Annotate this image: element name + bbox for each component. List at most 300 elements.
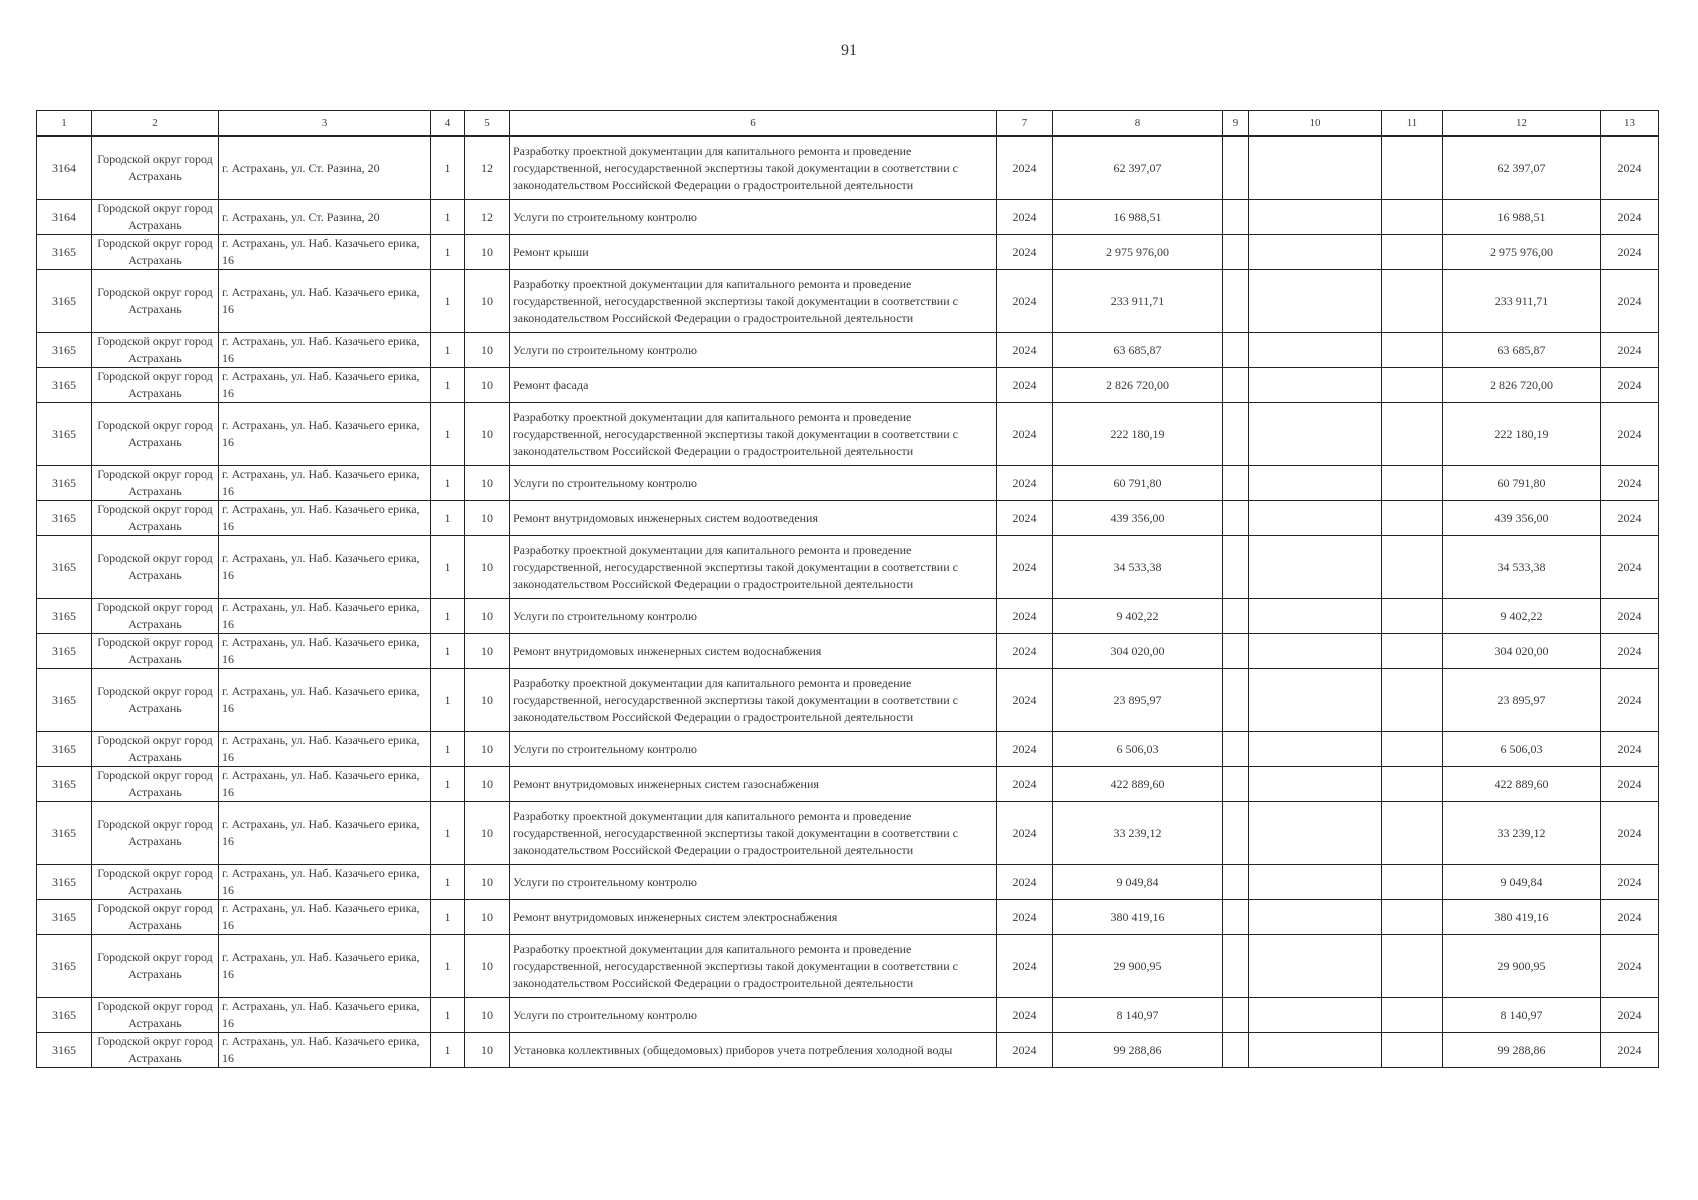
table-row [37, 536, 1659, 599]
completion-year-cell: 2024 [1601, 865, 1659, 900]
municipality-cell: Городской округ город Астрахань [92, 403, 219, 466]
object-id-cell: 3165 [37, 802, 92, 865]
col11-cell [1382, 669, 1443, 732]
object-id-cell: 3165 [37, 333, 92, 368]
col10-cell [1249, 802, 1382, 865]
table-row [37, 767, 1659, 802]
completion-year-cell: 2024 [1601, 200, 1659, 235]
column-number-3: 3 [219, 111, 431, 137]
work-type-cell: Разработку проектной документации для капитального ремонта и проведение государственной, негосударственной экспертизы такой документации в соответствии с законодательством Российской Федерации о градостроительной деятельности [510, 403, 997, 466]
col5-cell: 10 [465, 634, 510, 669]
address-cell: г. Астрахань, ул. Наб. Казачьего ерика, 16 [219, 998, 431, 1033]
work-type-cell: Ремонт фасада [510, 368, 997, 403]
col5-cell: 10 [465, 900, 510, 935]
municipality-cell: Городской округ город Астрахань [92, 599, 219, 634]
object-id-cell: 3165 [37, 501, 92, 536]
col5-cell: 10 [465, 501, 510, 536]
cost-total-cell: 380 419,16 [1443, 900, 1601, 935]
municipality-cell: Городской округ город Астрахань [92, 998, 219, 1033]
work-type-cell: Разработку проектной документации для капитального ремонта и проведение государственной, негосударственной экспертизы такой документации в соответствии с законодательством Российской Федерации о градостроительной деятельности [510, 669, 997, 732]
col11-cell [1382, 501, 1443, 536]
cost-cell: 2 826 720,00 [1053, 368, 1223, 403]
col5-cell: 10 [465, 669, 510, 732]
cost-cell: 9 402,22 [1053, 599, 1223, 634]
year-cell: 2024 [997, 634, 1053, 669]
completion-year-cell: 2024 [1601, 1033, 1659, 1068]
col11-cell [1382, 767, 1443, 802]
col10-cell [1249, 200, 1382, 235]
object-id-cell: 3165 [37, 403, 92, 466]
column-number-4: 4 [431, 111, 465, 137]
address-cell: г. Астрахань, ул. Ст. Разина, 20 [219, 136, 431, 200]
col9-cell [1223, 802, 1249, 865]
col11-cell [1382, 802, 1443, 865]
col4-cell: 1 [431, 865, 465, 900]
municipality-cell: Городской округ город Астрахань [92, 865, 219, 900]
cost-cell: 62 397,07 [1053, 136, 1223, 200]
col9-cell [1223, 333, 1249, 368]
object-id-cell: 3165 [37, 368, 92, 403]
cost-cell: 16 988,51 [1053, 200, 1223, 235]
object-id-cell: 3165 [37, 935, 92, 998]
cost-total-cell: 304 020,00 [1443, 634, 1601, 669]
col9-cell [1223, 900, 1249, 935]
completion-year-cell: 2024 [1601, 270, 1659, 333]
table-row [37, 935, 1659, 998]
cost-total-cell: 33 239,12 [1443, 802, 1601, 865]
year-cell: 2024 [997, 935, 1053, 998]
table-row [37, 1033, 1659, 1068]
cost-cell: 6 506,03 [1053, 732, 1223, 767]
work-type-cell: Ремонт крыши [510, 235, 997, 270]
col11-cell [1382, 333, 1443, 368]
completion-year-cell: 2024 [1601, 536, 1659, 599]
work-type-cell: Разработку проектной документации для капитального ремонта и проведение государственной, негосударственной экспертизы такой документации в соответствии с законодательством Российской Федерации о градостроительной деятельности [510, 802, 997, 865]
col10-cell [1249, 235, 1382, 270]
col10-cell [1249, 536, 1382, 599]
cost-total-cell: 439 356,00 [1443, 501, 1601, 536]
col9-cell [1223, 235, 1249, 270]
completion-year-cell: 2024 [1601, 333, 1659, 368]
work-type-cell: Ремонт внутридомовых инженерных систем газоснабжения [510, 767, 997, 802]
address-cell: г. Астрахань, ул. Наб. Казачьего ерика, 16 [219, 536, 431, 599]
cost-total-cell: 6 506,03 [1443, 732, 1601, 767]
col11-cell [1382, 732, 1443, 767]
column-number-9: 9 [1223, 111, 1249, 137]
municipality-cell: Городской округ город Астрахань [92, 235, 219, 270]
municipality-cell: Городской округ город Астрахань [92, 802, 219, 865]
col11-cell [1382, 200, 1443, 235]
col10-cell [1249, 368, 1382, 403]
completion-year-cell: 2024 [1601, 732, 1659, 767]
table-row [37, 900, 1659, 935]
address-cell: г. Астрахань, ул. Наб. Казачьего ерика, 16 [219, 333, 431, 368]
cost-cell: 8 140,97 [1053, 998, 1223, 1033]
col9-cell [1223, 536, 1249, 599]
municipality-cell: Городской округ город Астрахань [92, 270, 219, 333]
col10-cell [1249, 767, 1382, 802]
year-cell: 2024 [997, 368, 1053, 403]
cost-cell: 233 911,71 [1053, 270, 1223, 333]
col10-cell [1249, 501, 1382, 536]
table-row [37, 802, 1659, 865]
municipality-cell: Городской округ город Астрахань [92, 767, 219, 802]
year-cell: 2024 [997, 599, 1053, 634]
col10-cell [1249, 136, 1382, 200]
year-cell: 2024 [997, 536, 1053, 599]
col5-cell: 10 [465, 403, 510, 466]
cost-total-cell: 16 988,51 [1443, 200, 1601, 235]
col5-cell: 12 [465, 200, 510, 235]
col9-cell [1223, 935, 1249, 998]
work-type-cell: Услуги по строительному контролю [510, 200, 997, 235]
column-number-1: 1 [37, 111, 92, 137]
column-number-row [37, 111, 1659, 137]
year-cell: 2024 [997, 235, 1053, 270]
object-id-cell: 3165 [37, 599, 92, 634]
col10-cell [1249, 732, 1382, 767]
year-cell: 2024 [997, 865, 1053, 900]
completion-year-cell: 2024 [1601, 669, 1659, 732]
col5-cell: 10 [465, 270, 510, 333]
table-row [37, 235, 1659, 270]
municipality-cell: Городской округ город Астрахань [92, 136, 219, 200]
col4-cell: 1 [431, 200, 465, 235]
column-number-8: 8 [1053, 111, 1223, 137]
table-row [37, 368, 1659, 403]
table-row [37, 200, 1659, 235]
col11-cell [1382, 1033, 1443, 1068]
cost-cell: 34 533,38 [1053, 536, 1223, 599]
municipality-cell: Городской округ город Астрахань [92, 501, 219, 536]
completion-year-cell: 2024 [1601, 998, 1659, 1033]
object-id-cell: 3165 [37, 865, 92, 900]
work-type-cell: Разработку проектной документации для капитального ремонта и проведение государственной, негосударственной экспертизы такой документации в соответствии с законодательством Российской Федерации о градостроительной деятельности [510, 935, 997, 998]
col4-cell: 1 [431, 634, 465, 669]
object-id-cell: 3164 [37, 136, 92, 200]
year-cell: 2024 [997, 802, 1053, 865]
municipality-cell: Городской округ город Астрахань [92, 1033, 219, 1068]
column-number-11: 11 [1382, 111, 1443, 137]
completion-year-cell: 2024 [1601, 935, 1659, 998]
cost-total-cell: 2 975 976,00 [1443, 235, 1601, 270]
cost-cell: 33 239,12 [1053, 802, 1223, 865]
col9-cell [1223, 732, 1249, 767]
col4-cell: 1 [431, 935, 465, 998]
year-cell: 2024 [997, 501, 1053, 536]
cost-total-cell: 222 180,19 [1443, 403, 1601, 466]
work-type-cell: Услуги по строительному контролю [510, 466, 997, 501]
col4-cell: 1 [431, 900, 465, 935]
address-cell: г. Астрахань, ул. Наб. Казачьего ерика, 16 [219, 235, 431, 270]
completion-year-cell: 2024 [1601, 403, 1659, 466]
col9-cell [1223, 599, 1249, 634]
col5-cell: 10 [465, 599, 510, 634]
address-cell: г. Астрахань, ул. Наб. Казачьего ерика, 16 [219, 802, 431, 865]
col4-cell: 1 [431, 767, 465, 802]
page-number: 91 [841, 42, 857, 59]
municipality-cell: Городской округ город Астрахань [92, 732, 219, 767]
col11-cell [1382, 235, 1443, 270]
municipality-cell: Городской округ город Астрахань [92, 900, 219, 935]
completion-year-cell: 2024 [1601, 599, 1659, 634]
col4-cell: 1 [431, 466, 465, 501]
column-number-12: 12 [1443, 111, 1601, 137]
work-type-cell: Услуги по строительному контролю [510, 333, 997, 368]
address-cell: г. Астрахань, ул. Наб. Казачьего ерика, 16 [219, 732, 431, 767]
col10-cell [1249, 599, 1382, 634]
work-type-cell: Услуги по строительному контролю [510, 998, 997, 1033]
cost-cell: 63 685,87 [1053, 333, 1223, 368]
col4-cell: 1 [431, 270, 465, 333]
col5-cell: 12 [465, 136, 510, 200]
year-cell: 2024 [997, 270, 1053, 333]
col10-cell [1249, 634, 1382, 669]
object-id-cell: 3165 [37, 998, 92, 1033]
cost-total-cell: 9 049,84 [1443, 865, 1601, 900]
col11-cell [1382, 368, 1443, 403]
col10-cell [1249, 333, 1382, 368]
work-type-cell: Разработку проектной документации для капитального ремонта и проведение государственной, негосударственной экспертизы такой документации в соответствии с законодательством Российской Федерации о градостроительной деятельности [510, 536, 997, 599]
municipality-cell: Городской округ город Астрахань [92, 333, 219, 368]
work-type-cell: Услуги по строительному контролю [510, 865, 997, 900]
table-row [37, 333, 1659, 368]
address-cell: г. Астрахань, ул. Наб. Казачьего ерика, 16 [219, 900, 431, 935]
year-cell: 2024 [997, 333, 1053, 368]
cost-total-cell: 60 791,80 [1443, 466, 1601, 501]
col9-cell [1223, 466, 1249, 501]
object-id-cell: 3165 [37, 634, 92, 669]
col10-cell [1249, 403, 1382, 466]
col9-cell [1223, 403, 1249, 466]
col9-cell [1223, 368, 1249, 403]
col10-cell [1249, 900, 1382, 935]
col9-cell [1223, 998, 1249, 1033]
cost-cell: 380 419,16 [1053, 900, 1223, 935]
col4-cell: 1 [431, 333, 465, 368]
register-table [36, 110, 1659, 1068]
work-type-cell: Разработку проектной документации для капитального ремонта и проведение государственной, негосударственной экспертизы такой документации в соответствии с законодательством Российской Федерации о градостроительной деятельности [510, 136, 997, 200]
col9-cell [1223, 136, 1249, 200]
object-id-cell: 3165 [37, 732, 92, 767]
completion-year-cell: 2024 [1601, 802, 1659, 865]
work-type-cell: Услуги по строительному контролю [510, 732, 997, 767]
completion-year-cell: 2024 [1601, 501, 1659, 536]
cost-cell: 29 900,95 [1053, 935, 1223, 998]
address-cell: г. Астрахань, ул. Наб. Казачьего ерика, 16 [219, 935, 431, 998]
cost-total-cell: 63 685,87 [1443, 333, 1601, 368]
object-id-cell: 3165 [37, 466, 92, 501]
cost-total-cell: 34 533,38 [1443, 536, 1601, 599]
address-cell: г. Астрахань, ул. Наб. Казачьего ерика, 16 [219, 669, 431, 732]
table-row [37, 732, 1659, 767]
col9-cell [1223, 634, 1249, 669]
address-cell: г. Астрахань, ул. Наб. Казачьего ерика, 16 [219, 1033, 431, 1068]
table-row [37, 466, 1659, 501]
cost-total-cell: 9 402,22 [1443, 599, 1601, 634]
work-type-cell: Услуги по строительному контролю [510, 599, 997, 634]
municipality-cell: Городской округ город Астрахань [92, 466, 219, 501]
cost-total-cell: 99 288,86 [1443, 1033, 1601, 1068]
address-cell: г. Астрахань, ул. Наб. Казачьего ерика, 16 [219, 403, 431, 466]
object-id-cell: 3165 [37, 669, 92, 732]
column-number-5: 5 [465, 111, 510, 137]
year-cell: 2024 [997, 900, 1053, 935]
address-cell: г. Астрахань, ул. Наб. Казачьего ерика, 16 [219, 501, 431, 536]
cost-cell: 439 356,00 [1053, 501, 1223, 536]
completion-year-cell: 2024 [1601, 136, 1659, 200]
completion-year-cell: 2024 [1601, 634, 1659, 669]
cost-total-cell: 2 826 720,00 [1443, 368, 1601, 403]
table-row [37, 669, 1659, 732]
col5-cell: 10 [465, 732, 510, 767]
completion-year-cell: 2024 [1601, 368, 1659, 403]
address-cell: г. Астрахань, ул. Ст. Разина, 20 [219, 200, 431, 235]
table-row [37, 599, 1659, 634]
cost-total-cell: 233 911,71 [1443, 270, 1601, 333]
cost-cell: 304 020,00 [1053, 634, 1223, 669]
col11-cell [1382, 634, 1443, 669]
completion-year-cell: 2024 [1601, 900, 1659, 935]
year-cell: 2024 [997, 1033, 1053, 1068]
object-id-cell: 3165 [37, 235, 92, 270]
object-id-cell: 3164 [37, 200, 92, 235]
col11-cell [1382, 935, 1443, 998]
municipality-cell: Городской округ город Астрахань [92, 634, 219, 669]
col4-cell: 1 [431, 235, 465, 270]
cost-total-cell: 422 889,60 [1443, 767, 1601, 802]
work-type-cell: Ремонт внутридомовых инженерных систем водоотведения [510, 501, 997, 536]
col11-cell [1382, 998, 1443, 1033]
municipality-cell: Городской округ город Астрахань [92, 669, 219, 732]
cost-cell: 422 889,60 [1053, 767, 1223, 802]
col4-cell: 1 [431, 403, 465, 466]
column-number-7: 7 [997, 111, 1053, 137]
table-row [37, 136, 1659, 200]
col5-cell: 10 [465, 333, 510, 368]
completion-year-cell: 2024 [1601, 767, 1659, 802]
object-id-cell: 3165 [37, 270, 92, 333]
cost-cell: 222 180,19 [1053, 403, 1223, 466]
year-cell: 2024 [997, 136, 1053, 200]
col5-cell: 10 [465, 536, 510, 599]
cost-total-cell: 29 900,95 [1443, 935, 1601, 998]
col10-cell [1249, 669, 1382, 732]
table-row [37, 403, 1659, 466]
year-cell: 2024 [997, 767, 1053, 802]
col9-cell [1223, 767, 1249, 802]
cost-cell: 2 975 976,00 [1053, 235, 1223, 270]
col11-cell [1382, 270, 1443, 333]
year-cell: 2024 [997, 466, 1053, 501]
col4-cell: 1 [431, 599, 465, 634]
address-cell: г. Астрахань, ул. Наб. Казачьего ерика, 16 [219, 634, 431, 669]
col4-cell: 1 [431, 501, 465, 536]
col5-cell: 10 [465, 935, 510, 998]
column-number-13: 13 [1601, 111, 1659, 137]
work-type-cell: Ремонт внутридомовых инженерных систем электроснабжения [510, 900, 997, 935]
col5-cell: 10 [465, 368, 510, 403]
column-number-10: 10 [1249, 111, 1382, 137]
cost-cell: 9 049,84 [1053, 865, 1223, 900]
col11-cell [1382, 536, 1443, 599]
col10-cell [1249, 998, 1382, 1033]
col9-cell [1223, 669, 1249, 732]
object-id-cell: 3165 [37, 536, 92, 599]
object-id-cell: 3165 [37, 767, 92, 802]
cost-cell: 99 288,86 [1053, 1033, 1223, 1068]
year-cell: 2024 [997, 732, 1053, 767]
col5-cell: 10 [465, 767, 510, 802]
col4-cell: 1 [431, 802, 465, 865]
municipality-cell: Городской округ город Астрахань [92, 536, 219, 599]
completion-year-cell: 2024 [1601, 235, 1659, 270]
object-id-cell: 3165 [37, 900, 92, 935]
address-cell: г. Астрахань, ул. Наб. Казачьего ерика, 16 [219, 767, 431, 802]
table-row [37, 270, 1659, 333]
cost-total-cell: 62 397,07 [1443, 136, 1601, 200]
address-cell: г. Астрахань, ул. Наб. Казачьего ерика, 16 [219, 865, 431, 900]
cost-cell: 23 895,97 [1053, 669, 1223, 732]
column-number-2: 2 [92, 111, 219, 137]
col9-cell [1223, 865, 1249, 900]
col11-cell [1382, 403, 1443, 466]
col10-cell [1249, 1033, 1382, 1068]
col10-cell [1249, 935, 1382, 998]
col11-cell [1382, 599, 1443, 634]
col11-cell [1382, 466, 1443, 501]
municipality-cell: Городской округ город Астрахань [92, 200, 219, 235]
col10-cell [1249, 865, 1382, 900]
col4-cell: 1 [431, 1033, 465, 1068]
col11-cell [1382, 865, 1443, 900]
col9-cell [1223, 270, 1249, 333]
work-type-cell: Ремонт внутридомовых инженерных систем водоснабжения [510, 634, 997, 669]
object-id-cell: 3165 [37, 1033, 92, 1068]
table-header [37, 111, 1659, 137]
col5-cell: 10 [465, 1033, 510, 1068]
cost-total-cell: 23 895,97 [1443, 669, 1601, 732]
col5-cell: 10 [465, 466, 510, 501]
col4-cell: 1 [431, 536, 465, 599]
table-row [37, 998, 1659, 1033]
municipality-cell: Городской округ город Астрахань [92, 368, 219, 403]
cost-cell: 60 791,80 [1053, 466, 1223, 501]
work-type-cell: Установка коллективных (общедомовых) приборов учета потребления холодной воды [510, 1033, 997, 1068]
col4-cell: 1 [431, 998, 465, 1033]
address-cell: г. Астрахань, ул. Наб. Казачьего ерика, 16 [219, 466, 431, 501]
col4-cell: 1 [431, 368, 465, 403]
col4-cell: 1 [431, 136, 465, 200]
col10-cell [1249, 466, 1382, 501]
col9-cell [1223, 1033, 1249, 1068]
work-type-cell: Разработку проектной документации для капитального ремонта и проведение государственной, негосударственной экспертизы такой документации в соответствии с законодательством Российской Федерации о градостроительной деятельности [510, 270, 997, 333]
column-number-6: 6 [510, 111, 997, 137]
address-cell: г. Астрахань, ул. Наб. Казачьего ерика, 16 [219, 368, 431, 403]
year-cell: 2024 [997, 200, 1053, 235]
col5-cell: 10 [465, 865, 510, 900]
address-cell: г. Астрахань, ул. Наб. Казачьего ерика, 16 [219, 599, 431, 634]
col4-cell: 1 [431, 669, 465, 732]
col10-cell [1249, 270, 1382, 333]
cost-total-cell: 8 140,97 [1443, 998, 1601, 1033]
col11-cell [1382, 136, 1443, 200]
municipality-cell: Городской округ город Астрахань [92, 935, 219, 998]
col9-cell [1223, 200, 1249, 235]
year-cell: 2024 [997, 998, 1053, 1033]
address-cell: г. Астрахань, ул. Наб. Казачьего ерика, 16 [219, 270, 431, 333]
table-body [37, 136, 1659, 1068]
